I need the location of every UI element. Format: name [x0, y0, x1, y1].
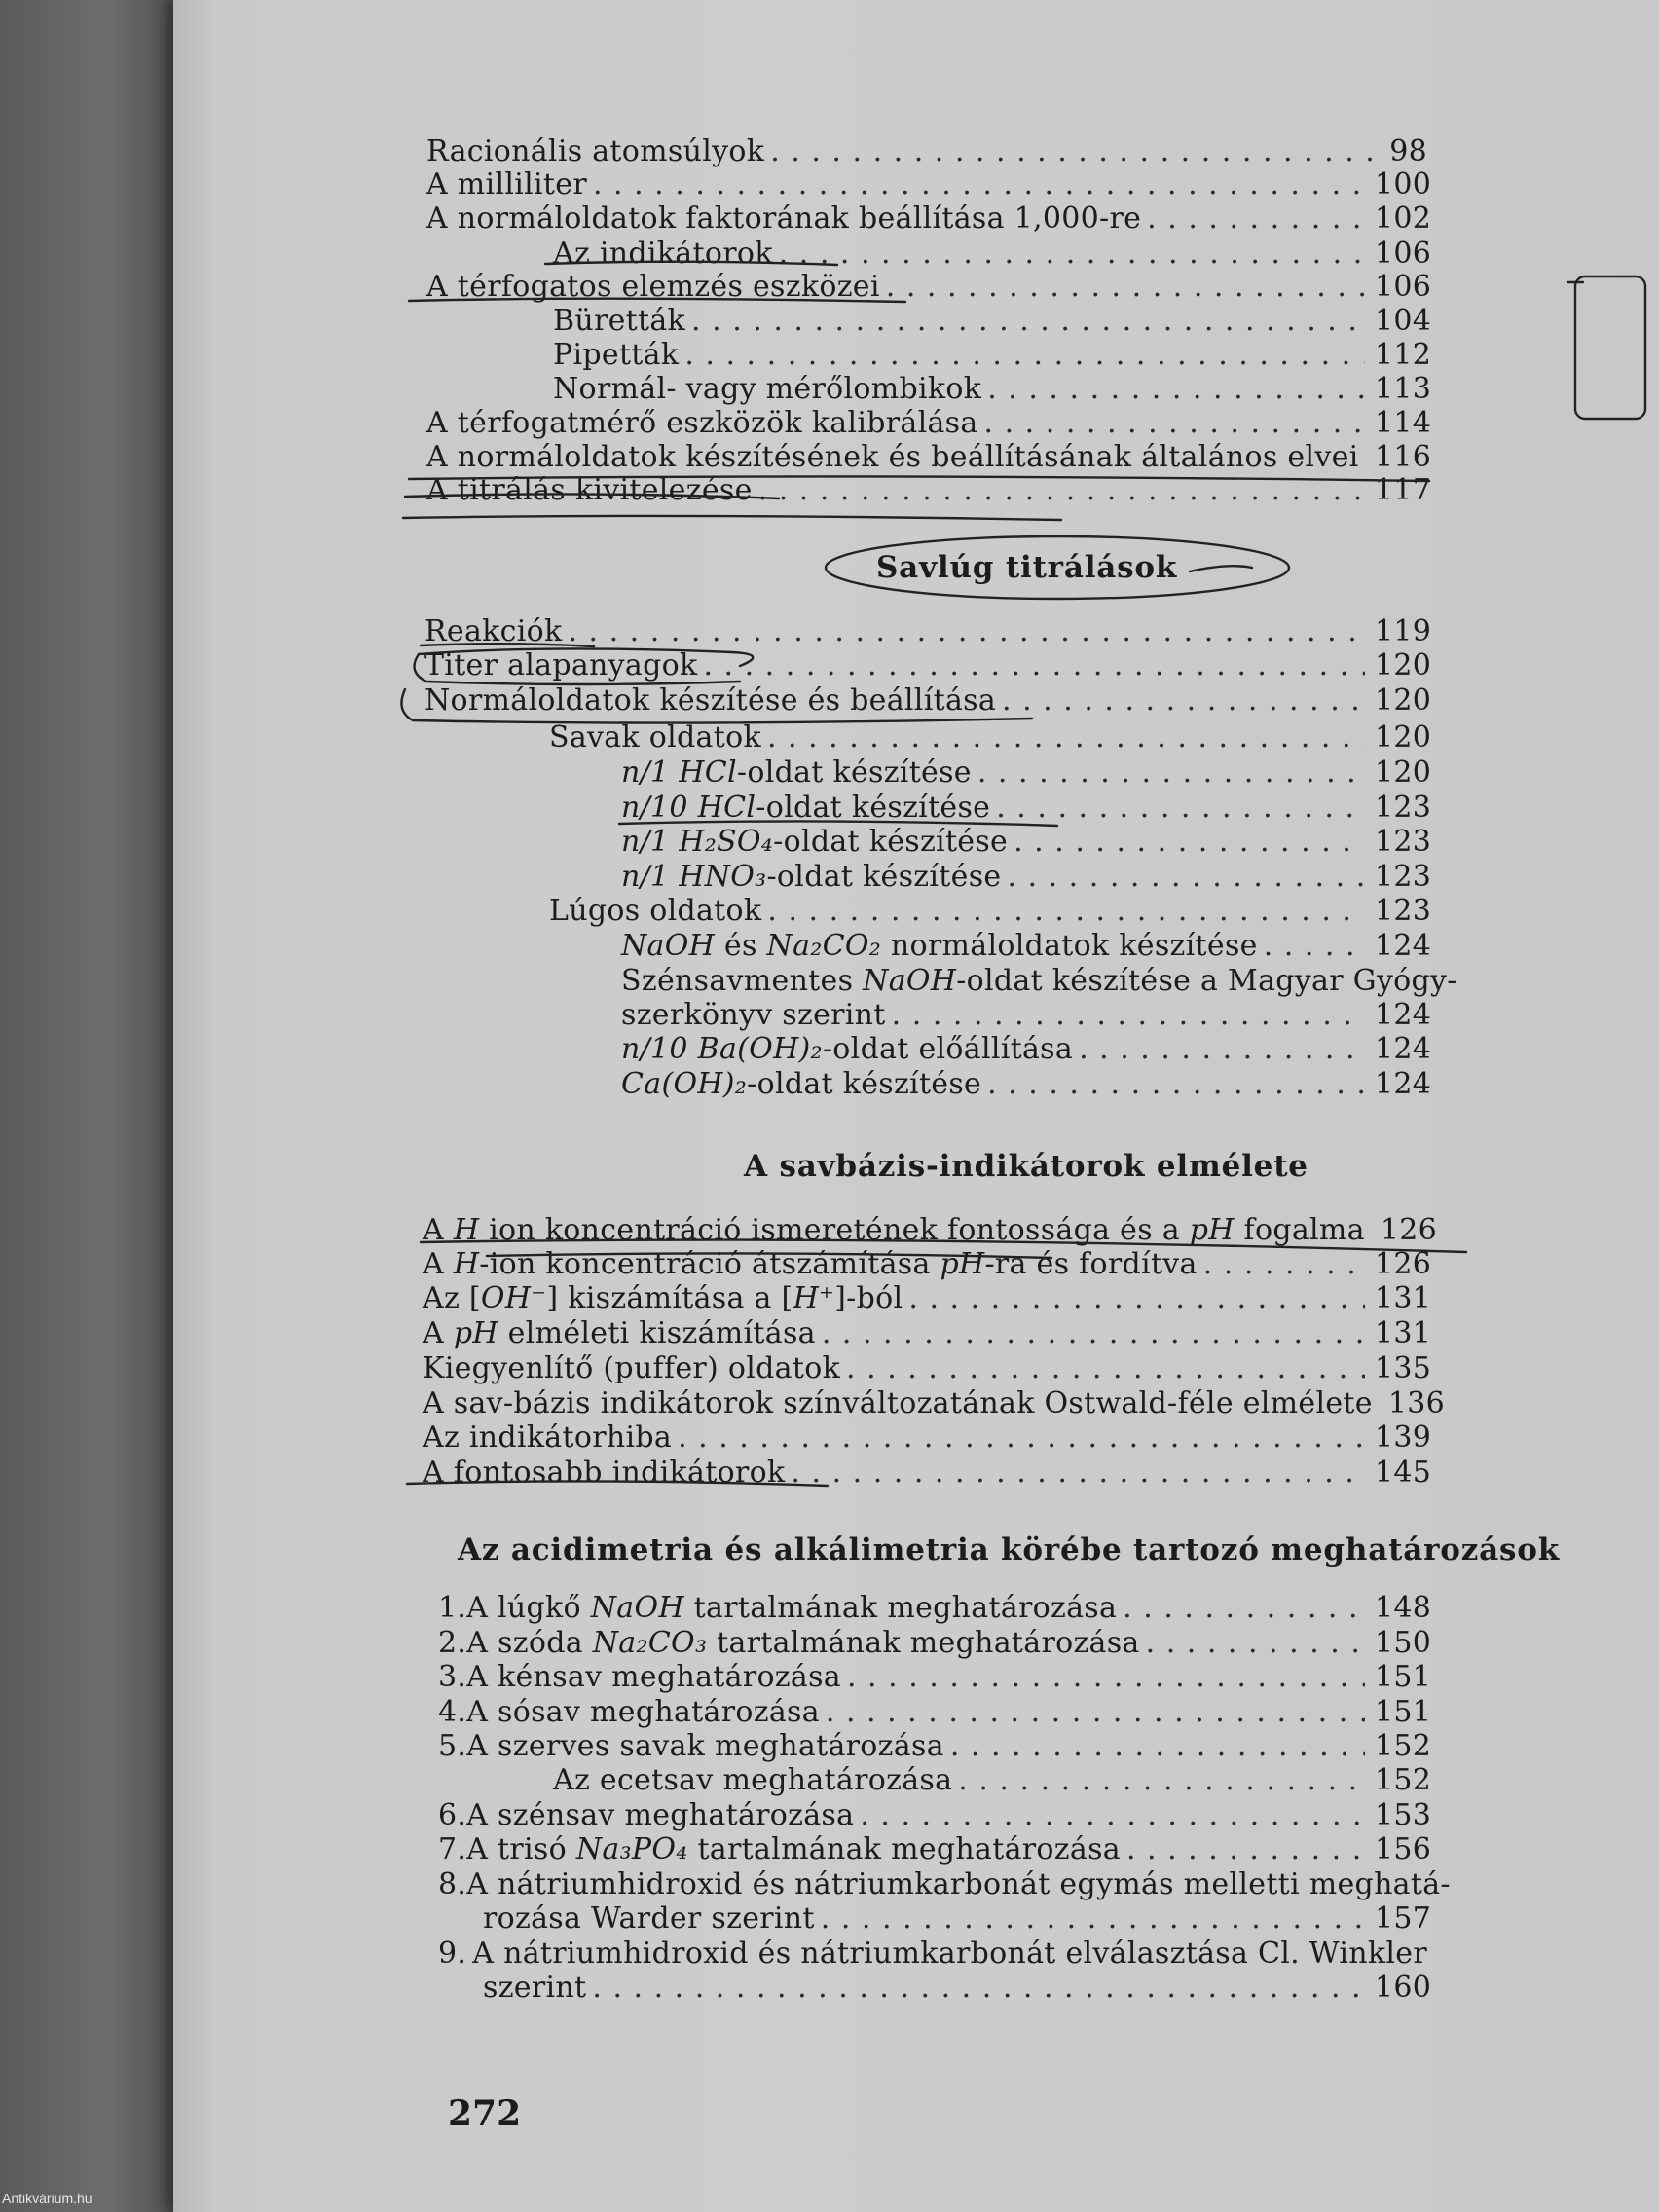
toc-entry: A pH elméleti kiszámítása . . . 131	[423, 1316, 1427, 1351]
toc-entry: 4. A sósav meghatározása . . . 151	[438, 1695, 1427, 1730]
toc-entry: 5. A szerves savak meghatározása . . . 152	[438, 1729, 1427, 1764]
table-of-contents	[173, 0, 1659, 2212]
toc-entry: 8. A nátriumhidroxid és nátriumkarbonát egymás melletti meghatá-	[438, 1867, 1451, 1901]
toc-entry: n/1 H₂SO₄-oldat készítése . . . 123	[621, 825, 1427, 860]
toc-entry: szerkönyv szerint . . . 124	[621, 998, 1427, 1033]
toc-entry: Ca(OH)₂-oldat készítése . . . 124	[621, 1067, 1427, 1102]
toc-entry: 3. A kénsav meghatározása . . . 151	[438, 1660, 1427, 1695]
toc-entry: Az [OH⁻] kiszámítása a [H⁺]-ból . . . 131	[423, 1281, 1427, 1316]
toc-entry: Reakciók . . . 119	[424, 614, 1427, 649]
toc-entry: Szénsavmentes NaOH-oldat készítése a Magyar Gyógy-	[621, 964, 1457, 998]
toc-entry: n/10 HCl-oldat készítése . . . 123	[621, 791, 1427, 826]
toc-entry: A milliliter . . . 100	[426, 167, 1427, 203]
toc-entry: A sav-bázis indikátorok színváltozatának Ostwald-féle elmélete 136	[423, 1386, 1445, 1420]
section-heading: Savlúg titrálások	[876, 550, 1178, 585]
toc-entry: A fontosabb indikátorok . . . 145	[423, 1456, 1427, 1491]
toc-entry: Lúgos oldatok . . . 123	[549, 894, 1427, 929]
toc-entry: 2. A szóda Na₂CO₃ tartalmának meghatározása . . . 150	[438, 1626, 1427, 1661]
toc-entry: 1. A lúgkő NaOH tartalmának meghatározása . . . 148	[438, 1591, 1427, 1626]
toc-entry: A normáloldatok készítésének és beállításának általános elvei . . . 116	[426, 440, 1427, 475]
desk-background	[0, 0, 179, 2212]
book-page	[173, 0, 1659, 2212]
toc-entry: Büretták . . . 104	[553, 304, 1427, 339]
toc-entry: Pipetták . . . 112	[553, 338, 1427, 373]
toc-entry: NaOH és Na₂CO₂ normáloldatok készítése . . . 124	[621, 929, 1427, 964]
toc-entry: 6. A szénsav meghatározása . . . 153	[438, 1798, 1427, 1833]
section-heading: A savbázis-indikátorok elmélete	[744, 1149, 1309, 1184]
page-number: 272	[448, 2093, 522, 2134]
toc-entry: 7. A trisó Na₃PO₄ tartalmának meghatározása . . . 156	[438, 1832, 1427, 1867]
toc-entry: Kiegyenlítő (puffer) oldatok . . . 135	[423, 1351, 1427, 1386]
toc-entry: A térfogatmérő eszközök kalibrálása . . . 114	[426, 406, 1427, 441]
toc-entry: A H ion koncentráció ismeretének fontossága és a pH fogalma 126	[423, 1213, 1438, 1247]
toc-entry: rozása Warder szerint . . . 157	[483, 1901, 1427, 1936]
toc-entry: Racionális atomsúlyok . . . 98	[426, 134, 1427, 169]
toc-entry: Normáloldatok készítése és beállítása . . . 120	[424, 683, 1427, 719]
toc-entry: A titrálás kivitelezése . . . 117	[426, 473, 1427, 508]
toc-entry: Az indikátorok . . . 106	[553, 237, 1427, 272]
toc-entry: n/1 HNO₃-oldat készítése . . . 123	[621, 860, 1427, 895]
toc-entry: A térfogatos elemzés eszközei . . . 106	[426, 270, 1427, 305]
toc-entry: n/10 Ba(OH)₂-oldat előállítása . . . 124	[621, 1032, 1427, 1067]
toc-entry: 9. A nátriumhidroxid és nátriumkarbonát elválasztása Cl. Winkler	[438, 1936, 1427, 1971]
toc-entry: Savak oldatok . . . 120	[549, 720, 1427, 756]
toc-entry: A normáloldatok faktorának beállítása 1,000-re . . . 102	[426, 202, 1427, 237]
toc-entry: n/1 HCl-oldat készítése . . . 120	[621, 756, 1427, 791]
section-heading: Az acidimetria és alkálimetria körébe tartozó meghatározások	[458, 1532, 1561, 1567]
toc-entry: A H-ion koncentráció átszámítása pH-ra és fordítva . . . 126	[423, 1247, 1427, 1282]
toc-entry: Normál- vagy mérőlombikok . . . 113	[553, 372, 1427, 407]
toc-entry: Az indikátorhiba . . . 139	[423, 1420, 1427, 1456]
toc-entry: szerint . . . 160	[483, 1971, 1427, 2006]
watermark: Antikvárium.hu	[2, 2191, 92, 2206]
toc-entry: Titer alapanyagok . . . 120	[424, 648, 1427, 683]
toc-entry: Az ecetsav meghatározása . . . 152	[553, 1763, 1427, 1798]
